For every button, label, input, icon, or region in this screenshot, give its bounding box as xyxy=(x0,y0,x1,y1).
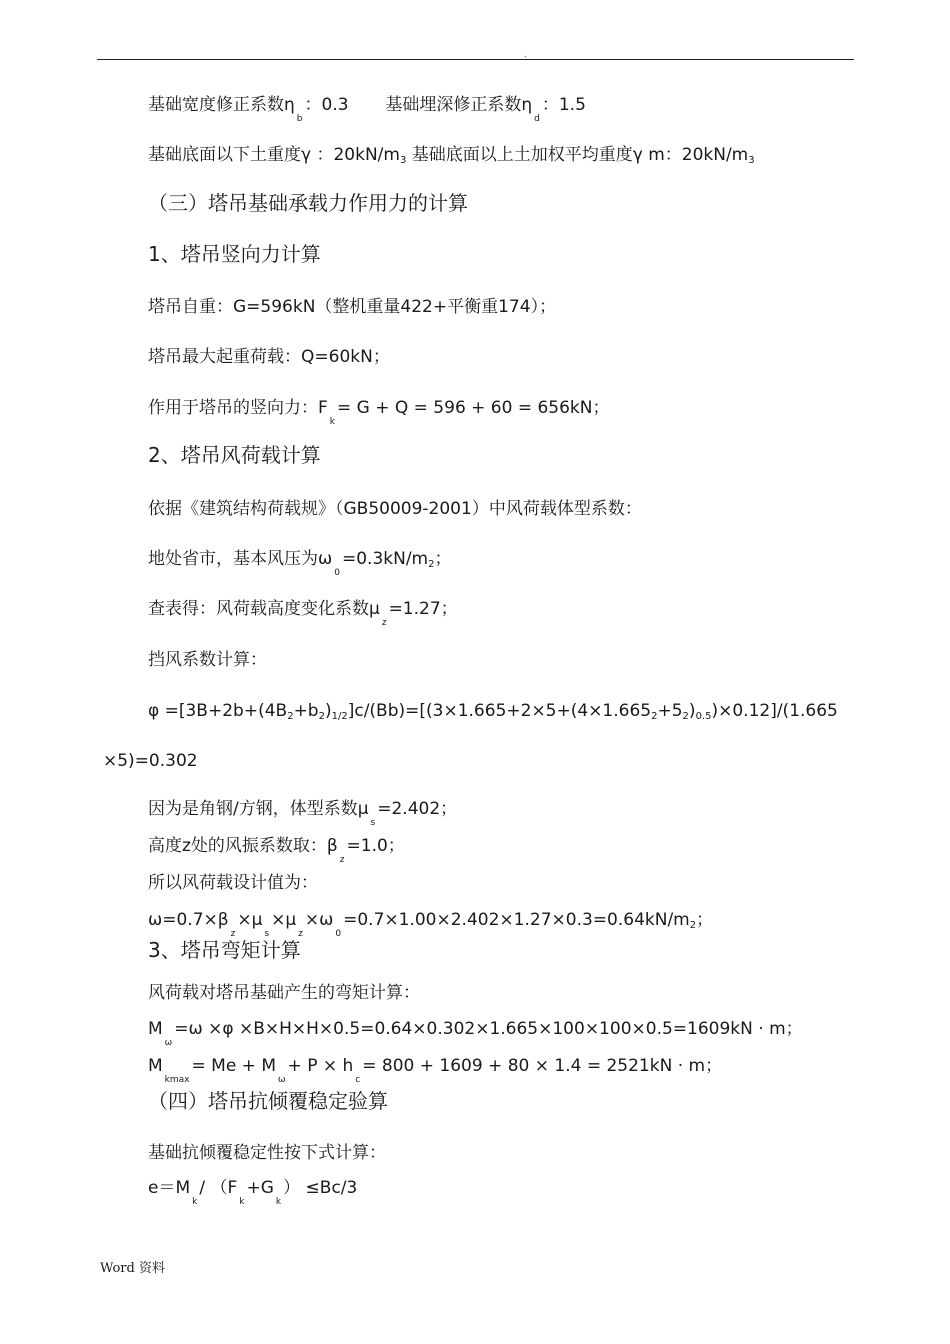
mk-subscript: kmax xyxy=(164,1075,190,1085)
wind-moment-formula xyxy=(148,1019,803,1048)
vib-value: =1.0； xyxy=(346,836,405,856)
e-part: e＝M xyxy=(148,1178,191,1198)
wind-pressure-line xyxy=(148,549,452,578)
phi-formula-line xyxy=(148,701,838,724)
gamma-unit: 3 xyxy=(399,155,407,166)
phi-exp: 2 xyxy=(651,711,658,722)
phi-part: ) xyxy=(324,701,332,721)
phi-exp: 0.5 xyxy=(695,711,712,722)
gamma-m-unit: 3 xyxy=(748,155,755,166)
phi-part: ) xyxy=(688,701,696,721)
phi-exp: 2 xyxy=(287,711,294,722)
w-part: ×ω xyxy=(304,910,334,930)
pressure-end: ； xyxy=(434,549,452,569)
mk-part: = Me + M xyxy=(191,1056,276,1076)
eta-d-subscript: d xyxy=(534,114,540,124)
e-subscript: k xyxy=(192,1197,198,1207)
header-mark: . xyxy=(524,50,527,60)
max-moment-formula xyxy=(148,1056,723,1085)
phi-part: )×0.12]/(1.665 xyxy=(711,701,838,721)
force-label: 作用于塔吊的竖向力：F xyxy=(148,398,328,418)
eta-d-value: ：1.5 xyxy=(541,95,586,115)
footer-label: Word 资料 xyxy=(100,1261,165,1276)
vertical-heading: 1、塔吊竖向力计算 xyxy=(148,242,321,266)
e-part: +G xyxy=(246,1178,274,1198)
phi-part: +b xyxy=(293,701,319,721)
pressure-unit-exp: 2 xyxy=(428,559,435,570)
shape-subscript: s xyxy=(370,818,376,828)
pressure-value: =0.3kN/m xyxy=(341,549,429,569)
shape-label: 因为是角钢/方钢，体型系数μ xyxy=(148,799,369,819)
height-coefficient-line xyxy=(148,599,458,628)
shield-label: 挡风系数计算： xyxy=(148,650,267,670)
eta-b-subscript: b xyxy=(296,114,303,124)
pressure-label: 地处省市，基本风压为ω xyxy=(148,549,333,569)
eta-d-label: 基础埋深修正系数η xyxy=(385,95,533,115)
wind-design-formula xyxy=(148,910,714,939)
width-depth-coefficients xyxy=(148,95,586,124)
mw-formula: =ω ×φ ×B×H×H×0.5=0.64×0.302×1.665×100×100×0.5=1609kN · m； xyxy=(174,1019,803,1039)
e-part: ） ≤Bc/3 xyxy=(283,1178,358,1198)
eta-b-label: 基础宽度修正系数η xyxy=(148,95,295,115)
phi-exp: 1/2 xyxy=(331,711,348,722)
vib-subscript: z xyxy=(339,855,345,865)
self-weight-line: 塔吊自重：G=596kN（整机重量422+平衡重174）； xyxy=(148,297,557,317)
gamma-text: 基础底面以下土重度γ ：20kN/m xyxy=(148,145,400,165)
w-subscript: s xyxy=(264,929,270,939)
w-result: =0.7×1.00×2.402×1.27×0.3=0.64kN/m xyxy=(343,910,690,930)
stability-intro: 基础抗倾覆稳定性按下式计算： xyxy=(148,1143,386,1163)
vib-label: 高度z处的风振系数取：β xyxy=(148,836,338,856)
soil-weight-line xyxy=(148,145,755,168)
section3-heading: （三）塔吊基础承载力作用力的计算 xyxy=(148,191,468,215)
phi-part: φ =[3B+2b+(4B xyxy=(148,701,288,721)
phi-exp: 2 xyxy=(318,711,325,722)
pressure-subscript: 0 xyxy=(334,568,340,578)
vibration-coefficient-line xyxy=(148,836,405,865)
phi-part: ]c/(Bb)=[(3×1.665+2×5+(4×1.665 xyxy=(347,701,652,721)
mk-subscript: ω xyxy=(278,1075,286,1085)
mk-part: + P × h xyxy=(287,1056,354,1076)
vertical-force-line xyxy=(148,398,610,427)
height-label: 查表得：风荷载高度变化系数μ xyxy=(148,599,380,619)
design-value-label: 所以风荷载设计值为： xyxy=(148,873,318,893)
moment-intro: 风荷载对塔吊基础产生的弯矩计算： xyxy=(148,983,420,1003)
phi-result-line: ×5)=0.302 xyxy=(103,751,198,771)
w-unit-exp: 2 xyxy=(689,920,697,931)
mw-symbol: M xyxy=(148,1019,163,1039)
eta-b-value: ：0.3 xyxy=(304,95,349,115)
w-subscript: z xyxy=(230,929,236,939)
e-part: / （F xyxy=(199,1178,238,1198)
header-rule xyxy=(97,59,854,60)
wind-basis-line: 依据《建筑结构荷载规》（GB50009-2001）中风荷载体型系数： xyxy=(148,499,642,519)
force-subscript: k xyxy=(329,417,335,427)
shape-value: =2.402； xyxy=(377,799,458,819)
moment-heading: 3、塔吊弯矩计算 xyxy=(148,938,301,962)
mk-result: = 800 + 1609 + 80 × 1.4 = 2521kN · m； xyxy=(362,1056,723,1076)
w-end: ； xyxy=(696,910,714,930)
force-formula: = G + Q = 596 + 60 = 656kN； xyxy=(337,398,610,418)
e-subscript: k xyxy=(239,1197,245,1207)
wind-heading: 2、塔吊风荷载计算 xyxy=(148,443,321,467)
w-subscript: z xyxy=(298,929,303,939)
height-value: =1.27； xyxy=(388,599,458,619)
mk-symbol: M xyxy=(148,1056,163,1076)
gamma-m-text: 基础底面以上土加权平均重度γ m：20kN/m xyxy=(406,145,749,165)
height-subscript: z xyxy=(381,618,387,628)
shape-coefficient-line xyxy=(148,799,458,828)
max-load-line: 塔吊最大起重荷载：Q=60kN； xyxy=(148,347,390,367)
mk-subscript: c xyxy=(355,1075,361,1085)
w-part: ω=0.7×β xyxy=(148,910,229,930)
w-part: ×μ xyxy=(237,910,263,930)
w-part: ×μ xyxy=(271,910,297,930)
eccentricity-formula xyxy=(148,1178,358,1207)
w-subscript: 0 xyxy=(335,929,342,939)
phi-part: +5 xyxy=(657,701,683,721)
section4-heading: （四）塔吊抗倾覆稳定验算 xyxy=(148,1089,388,1113)
e-subscript: k xyxy=(275,1197,282,1207)
mw-subscript: ω xyxy=(164,1038,173,1048)
phi-exp: 2 xyxy=(682,711,689,722)
